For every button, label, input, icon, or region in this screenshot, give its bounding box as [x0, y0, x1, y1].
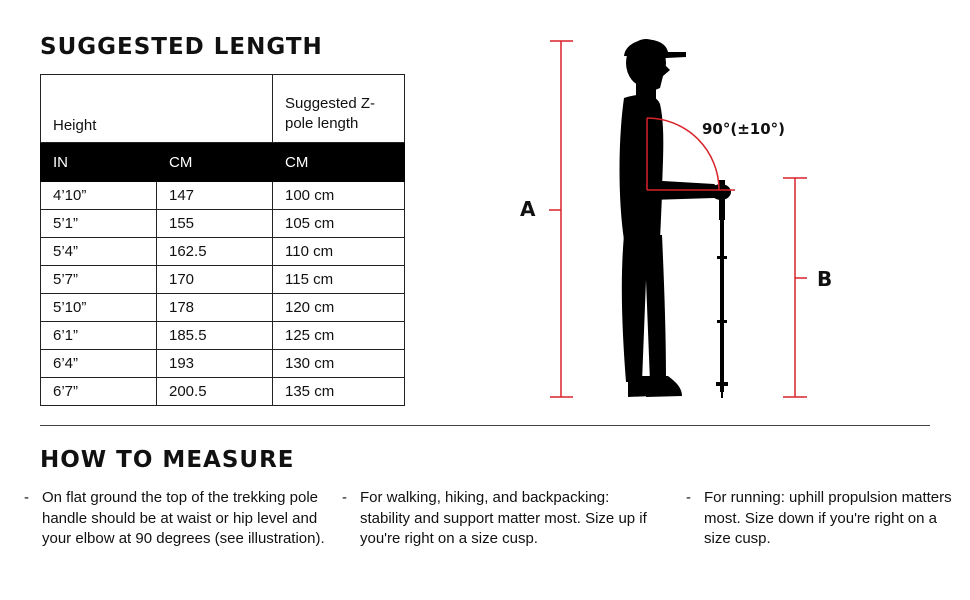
unit-cm: CM: [157, 143, 273, 182]
cell-height-in: 5’7”: [41, 266, 157, 294]
table-row: [41, 294, 405, 322]
cell-pole-length: 130 cm: [273, 350, 405, 378]
cell-height-in: 4’10”: [41, 182, 157, 210]
table-body: [41, 182, 405, 406]
measure-line-a: [549, 41, 573, 397]
cell-height-cm: 155: [157, 210, 273, 238]
tip-text: On flat ground the top of the trekking pole handle should be at waist or hip level and your elbow at 90 degrees (see illustration).: [42, 489, 325, 547]
cell-height-cm: 200.5: [157, 378, 273, 406]
pole-length-header-text: Suggested Z-pole length: [285, 95, 376, 132]
cell-pole-length: 105 cm: [273, 210, 405, 238]
cell-height-in: 5’10”: [41, 294, 157, 322]
table-row: [41, 322, 405, 350]
trekking-pole: [716, 180, 728, 398]
table-row: [41, 182, 405, 210]
table-header-row: [41, 75, 405, 143]
label-b: B: [817, 267, 833, 291]
tip-dash: -: [24, 489, 29, 506]
cell-height-in: 5’1”: [41, 210, 157, 238]
label-a: A: [520, 197, 536, 221]
cell-height-cm: 193: [157, 350, 273, 378]
tip-flat-ground: [24, 488, 332, 550]
cell-pole-length: 100 cm: [273, 182, 405, 210]
cell-height-cm: 178: [157, 294, 273, 322]
unit-pole-cm: CM: [273, 143, 405, 182]
cell-height-cm: 147: [157, 182, 273, 210]
person-silhouette: [620, 39, 732, 397]
cell-height-in: 6’7”: [41, 378, 157, 406]
cell-pole-length: 135 cm: [273, 378, 405, 406]
table-row: [41, 210, 405, 238]
cell-height-in: 6’1”: [41, 322, 157, 350]
tip-dash: -: [342, 489, 347, 506]
tip-running: [686, 488, 954, 550]
measure-line-b: [783, 178, 807, 397]
cell-height-cm: 162.5: [157, 238, 273, 266]
size-table: [40, 74, 405, 406]
table-row: [41, 378, 405, 406]
angle-label: 90°(±10°): [702, 120, 786, 138]
cell-height-cm: 185.5: [157, 322, 273, 350]
cell-pole-length: 110 cm: [273, 238, 405, 266]
cell-pole-length: 120 cm: [273, 294, 405, 322]
cell-height-in: 6’4”: [41, 350, 157, 378]
cell-height-in: 5’4”: [41, 238, 157, 266]
table-row: [41, 266, 405, 294]
cell-pole-length: 115 cm: [273, 266, 405, 294]
table-row: [41, 350, 405, 378]
tip-text: For walking, hiking, and backpacking: stability and support matter most. Size up if you're right on a size cusp.: [360, 489, 647, 547]
suggested-length-heading: SUGGESTED LENGTH: [40, 34, 323, 60]
unit-in: IN: [41, 143, 157, 182]
tip-dash: -: [686, 489, 691, 506]
pole-height-illustration: [500, 30, 833, 410]
cell-height-cm: 170: [157, 266, 273, 294]
section-divider: [40, 425, 930, 426]
table-unit-row: [41, 143, 405, 182]
how-to-measure-heading: HOW TO MEASURE: [40, 447, 295, 473]
cell-pole-length: 125 cm: [273, 322, 405, 350]
pole-length-header: [273, 75, 405, 143]
table-row: [41, 238, 405, 266]
tip-text: For running: uphill propulsion matters most. Size down if you're right on a size cusp.: [704, 489, 952, 547]
height-header: Height: [41, 75, 273, 143]
tip-hiking: [342, 488, 660, 550]
